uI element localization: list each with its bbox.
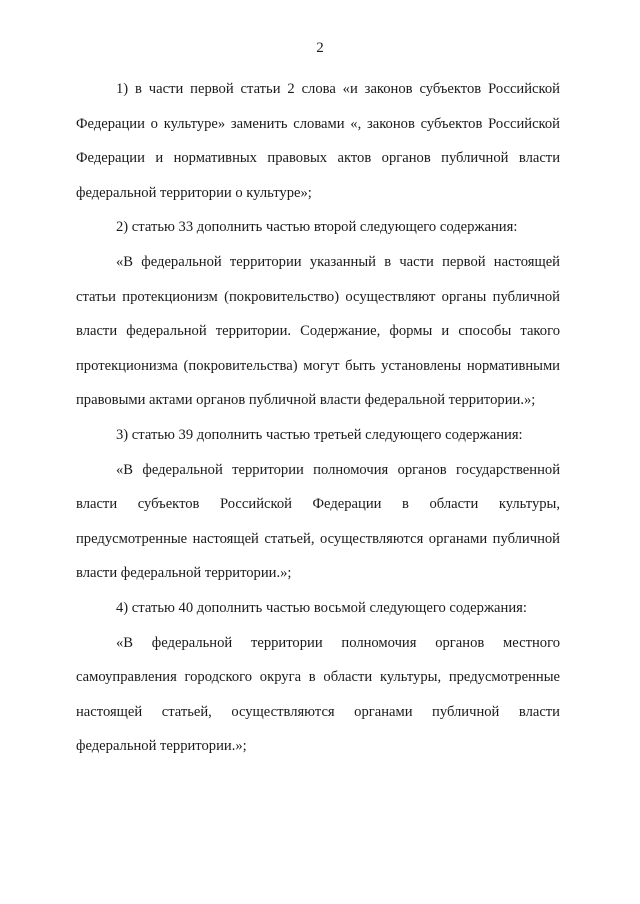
amendment-quote-2: «В федеральной территории полномочия органов государственной власти субъектов Российской Федерации в области культуры, предусмотренные настоящей статьей, осуществляются органами публичной власти федеральной территории.»; — [76, 461, 560, 582]
amendment-paragraph-1: 1) в части первой статьи 2 слова «и законов субъектов Российской Федерации о культуре» заменить словами «, законов субъектов Российской Федерации и нормативных правовых актов органов публичной власти федеральной территории о культуре»; — [76, 81, 560, 201]
document-body — [76, 72, 560, 764]
amendment-quote-3: «В федеральной территории полномочия органов местного самоуправления городского округа в области культуры, предусмотренные настоящей статьей, осуществляются органами публичной власти федеральной территории.»; — [76, 634, 560, 755]
amendment-paragraph-2: 2) статью 33 дополнить частью второй следующего содержания: — [116, 219, 518, 236]
amendment-paragraph-4: 4) статью 40 дополнить частью восьмой следующего содержания: — [116, 599, 527, 616]
page-number: 2 — [316, 40, 324, 56]
amendment-quote-1: «В федеральной территории указанный в части первой настоящей статьи протекционизм (покровительство) осуществляют органы публичной власти федеральной территории. Содержание, формы и способы такого протекционизма (покровительства) могут быть установлены нормативными правовыми актами органов публичной власти федеральной территории.»; — [76, 253, 560, 409]
amendment-paragraph-3: 3) статью 39 дополнить частью третьей следующего содержания: — [116, 426, 523, 443]
